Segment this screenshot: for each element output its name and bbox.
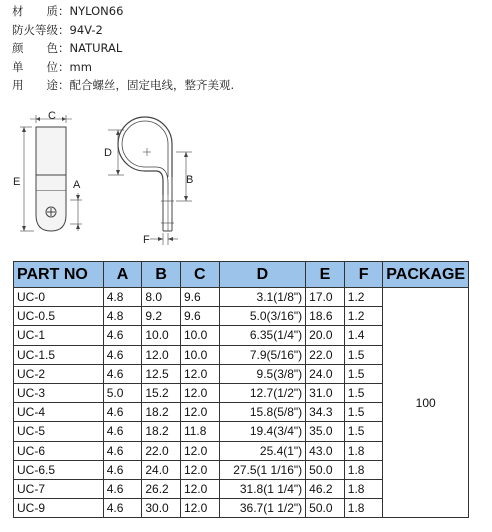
cell-a: 4.8 (103, 307, 142, 326)
cell-b: 8.0 (142, 288, 181, 307)
dim-label-f: F (143, 234, 150, 246)
spec-color (12, 39, 312, 58)
cell-e: 22.0 (306, 345, 345, 364)
spec-usage (12, 76, 312, 95)
cell-part-no: UC-6 (14, 441, 104, 460)
spec-value: mm (69, 59, 92, 74)
cell-b: 15.2 (142, 383, 181, 402)
cell-d: 36.7(1 1/2") (219, 499, 306, 518)
cell-a: 4.6 (103, 499, 142, 518)
cell-part-no: UC-2 (14, 364, 104, 383)
spec-list (12, 2, 312, 95)
spec-label: 颜 色： (12, 41, 70, 56)
cell-part-no: UC-6.5 (14, 460, 104, 479)
cell-c: 12.0 (180, 364, 219, 383)
spec-label: 防火等级： (12, 22, 70, 37)
cell-b: 12.5 (142, 364, 181, 383)
cell-f: 1.5 (344, 364, 383, 383)
dimension-table (13, 261, 469, 518)
spec-value: 94V-2 (69, 22, 103, 37)
cell-c: 12.0 (180, 460, 219, 479)
cell-a: 4.6 (103, 479, 142, 498)
cell-d: 12.7(1/2") (219, 383, 306, 402)
cell-a: 5.0 (103, 383, 142, 402)
cell-f: 1.4 (344, 326, 383, 345)
cell-e: 17.0 (306, 288, 345, 307)
spec-flammability (12, 21, 312, 40)
dim-label-e: E (13, 176, 21, 188)
cell-d: 6.35(1/4") (219, 326, 306, 345)
cell-c: 12.0 (180, 479, 219, 498)
cell-d: 9.5(3/8") (219, 364, 306, 383)
cell-f: 1.5 (344, 383, 383, 402)
cell-part-no: UC-3 (14, 383, 104, 402)
cell-a: 4.6 (103, 460, 142, 479)
cell-c: 12.0 (180, 499, 219, 518)
header-part-no: PART NO (14, 262, 104, 288)
cell-e: 18.6 (306, 307, 345, 326)
cell-f: 1.8 (344, 499, 383, 518)
cell-f: 1.5 (344, 345, 383, 364)
cell-d: 27.5(1 1/16") (219, 460, 306, 479)
cell-c: 9.6 (180, 307, 219, 326)
cell-part-no: UC-5 (14, 422, 104, 441)
cell-a: 4.8 (103, 288, 142, 307)
cell-b: 9.2 (142, 307, 181, 326)
cell-part-no: UC-7 (14, 479, 104, 498)
cell-b: 12.0 (142, 345, 181, 364)
cell-d: 15.8(5/8") (219, 403, 306, 422)
cell-a: 4.6 (103, 441, 142, 460)
cell-a: 4.6 (103, 422, 142, 441)
cell-e: 35.0 (306, 422, 345, 441)
cell-d: 31.8(1 1/4") (219, 479, 306, 498)
cell-e: 46.2 (306, 479, 345, 498)
spec-material (12, 2, 312, 21)
dim-label-b: B (186, 174, 194, 186)
cell-a: 4.6 (103, 403, 142, 422)
cell-b: 18.2 (142, 403, 181, 422)
cell-c: 12.0 (180, 403, 219, 422)
cell-e: 50.0 (306, 460, 345, 479)
cell-part-no: UC-9 (14, 499, 104, 518)
cell-c: 11.8 (180, 422, 219, 441)
cell-c: 12.0 (180, 441, 219, 460)
cell-part-no: UC-4 (14, 403, 104, 422)
cell-c: 12.0 (180, 383, 219, 402)
spec-label: 材 质： (12, 4, 70, 18)
cell-b: 30.0 (142, 499, 181, 518)
cell-c: 10.0 (180, 345, 219, 364)
cell-e: 31.0 (306, 383, 345, 402)
table-body (14, 288, 469, 518)
cell-d: 19.4(3/4") (219, 422, 306, 441)
cell-b: 24.0 (142, 460, 181, 479)
spec-value: NATURAL (69, 41, 123, 56)
cell-a: 4.6 (103, 345, 142, 364)
header-a: A (103, 262, 142, 288)
cell-e: 20.0 (306, 326, 345, 345)
dim-label-d: D (104, 147, 112, 159)
spec-unit (12, 58, 312, 77)
cell-f: 1.8 (344, 441, 383, 460)
cell-e: 24.0 (306, 364, 345, 383)
table-header-row (14, 262, 469, 288)
cell-e: 50.0 (306, 499, 345, 518)
cell-a: 4.6 (103, 364, 142, 383)
cell-part-no: UC-1.5 (14, 345, 104, 364)
cell-f: 1.5 (344, 403, 383, 422)
cell-d: 25.4(1") (219, 441, 306, 460)
dim-label-c: C (48, 110, 56, 122)
side-view (108, 117, 192, 245)
cell-c: 10.0 (180, 326, 219, 345)
cable-clamp-drawing (0, 105, 240, 255)
front-view (20, 115, 82, 231)
cell-f: 1.2 (344, 288, 383, 307)
cell-part-no: UC-1 (14, 326, 104, 345)
cell-f: 1.5 (344, 422, 383, 441)
header-package: PACKAGE (383, 262, 469, 288)
table-row (14, 288, 469, 307)
cell-b: 22.0 (142, 441, 181, 460)
header-b: B (142, 262, 181, 288)
header-d: D (219, 262, 306, 288)
spec-value: NYLON66 (69, 4, 124, 18)
cell-part-no: UC-0 (14, 288, 104, 307)
header-c: C (180, 262, 219, 288)
cell-d: 3.1(1/8") (219, 288, 306, 307)
cell-f: 1.2 (344, 307, 383, 326)
cell-e: 34.3 (306, 403, 345, 422)
cell-b: 10.0 (142, 326, 181, 345)
cell-e: 43.0 (306, 441, 345, 460)
spec-label: 单 位： (12, 59, 70, 74)
cell-b: 26.2 (142, 479, 181, 498)
cell-d: 7.9(5/16") (219, 345, 306, 364)
spec-label: 用 途： (12, 78, 70, 93)
spec-value: 配合螺丝，固定电线，整齐美观. (69, 78, 235, 93)
cell-c: 9.6 (180, 288, 219, 307)
cell-a: 4.6 (103, 326, 142, 345)
dim-label-a: A (73, 179, 81, 191)
cell-package: 100 (383, 288, 469, 518)
cell-f: 1.8 (344, 460, 383, 479)
header-e: E (306, 262, 345, 288)
cell-f: 1.8 (344, 479, 383, 498)
header-f: F (344, 262, 383, 288)
cell-b: 18.2 (142, 422, 181, 441)
cell-d: 5.0(3/16") (219, 307, 306, 326)
cell-part-no: UC-0.5 (14, 307, 104, 326)
